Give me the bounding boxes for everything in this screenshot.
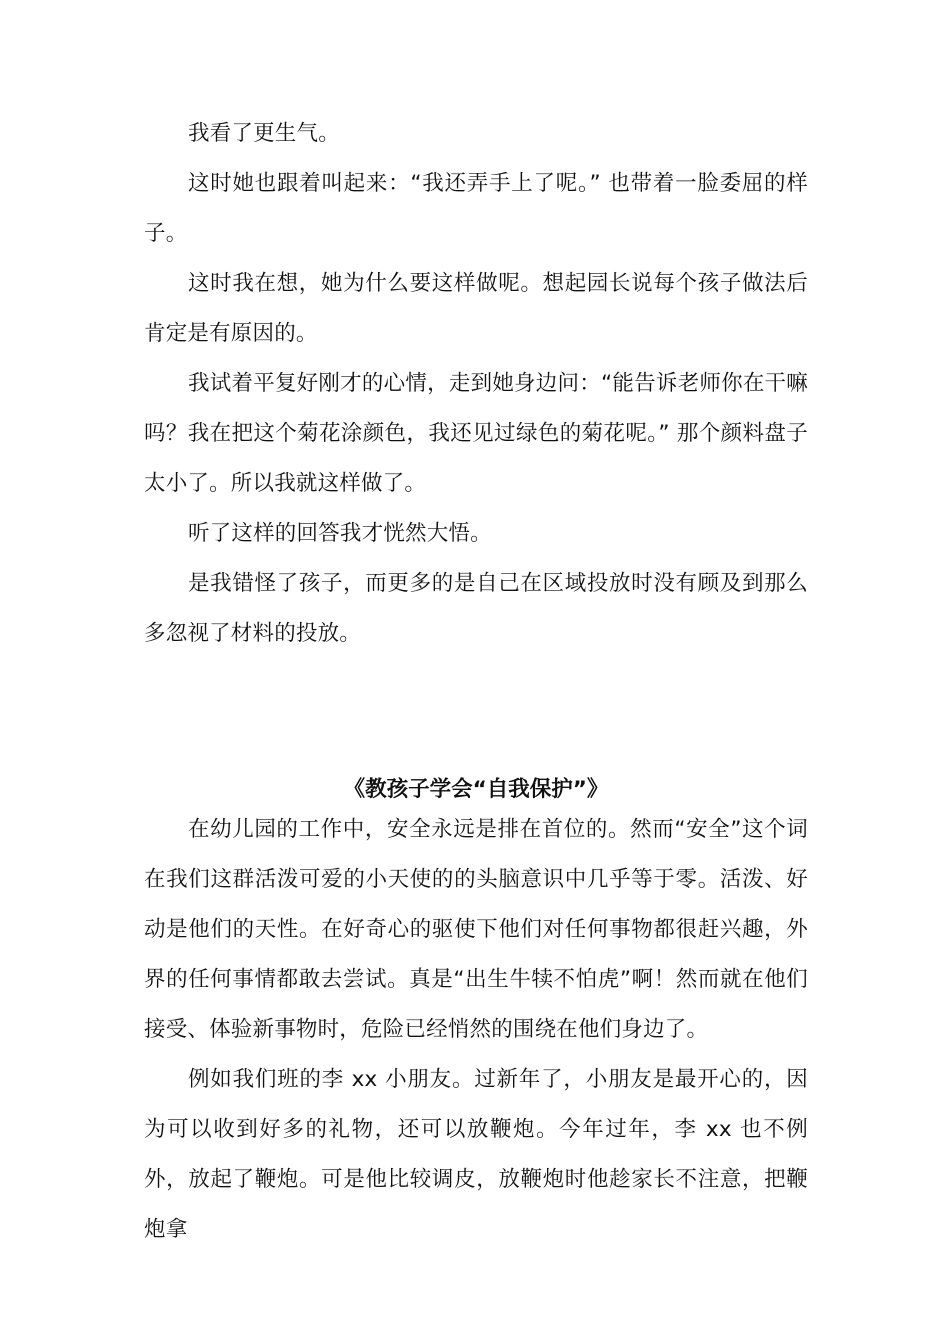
paragraph: 在幼儿园的工作中，安全永远是排在首位的。然而“安全”这个词在我们这群活泼可爱的小天使的的头脑意识中几乎等于零。活泼、好动是他们的天性。在好奇心的驱使下他们对任何事物都很赶兴趣，外界的任何事情都敢去尝试。真是“出生牛犊不怕虎”啊！然而就在他们接受、体验新事物时，危险已经悄然的围绕在他们身边了。 bbox=[144, 817, 808, 1042]
paragraph: 这时我在想，她为什么要这样做呢。想起园长说每个孩子做法后肯定是有原因的。 bbox=[144, 271, 808, 346]
paragraph: 这时她也跟着叫起来：“我还弄手上了呢。” 也带着一脸委屈的样子。 bbox=[144, 171, 808, 246]
paragraph: 我试着平复好刚才的心情，走到她身边问：“能告诉老师你在干嘛吗？我在把这个菊花涂颜色，我还见过绿色的菊花呢。” 那个颜料盘子太小了。所以我就这样做了。 bbox=[144, 371, 808, 496]
section-title: 《教孩子学会“自我保护”》 bbox=[343, 777, 609, 802]
paragraph: 例如我们班的李 xx 小朋友。过新年了，小朋友是最开心的，因为可以收到好多的礼物，还可以放鞭炮。今年过年，李 xx 也不例外，放起了鞭炮。可是他比较调皮，放鞭炮时他趁家长不注意，把鞭炮拿 bbox=[144, 1067, 808, 1242]
paragraph: 是我错怪了孩子，而更多的是自己在区域投放时没有顾及到那么多忽视了材料的投放。 bbox=[144, 571, 808, 646]
paragraph: 我看了更生气。 bbox=[188, 121, 340, 146]
paragraph: 听了这样的回答我才恍然大悟。 bbox=[188, 521, 492, 546]
